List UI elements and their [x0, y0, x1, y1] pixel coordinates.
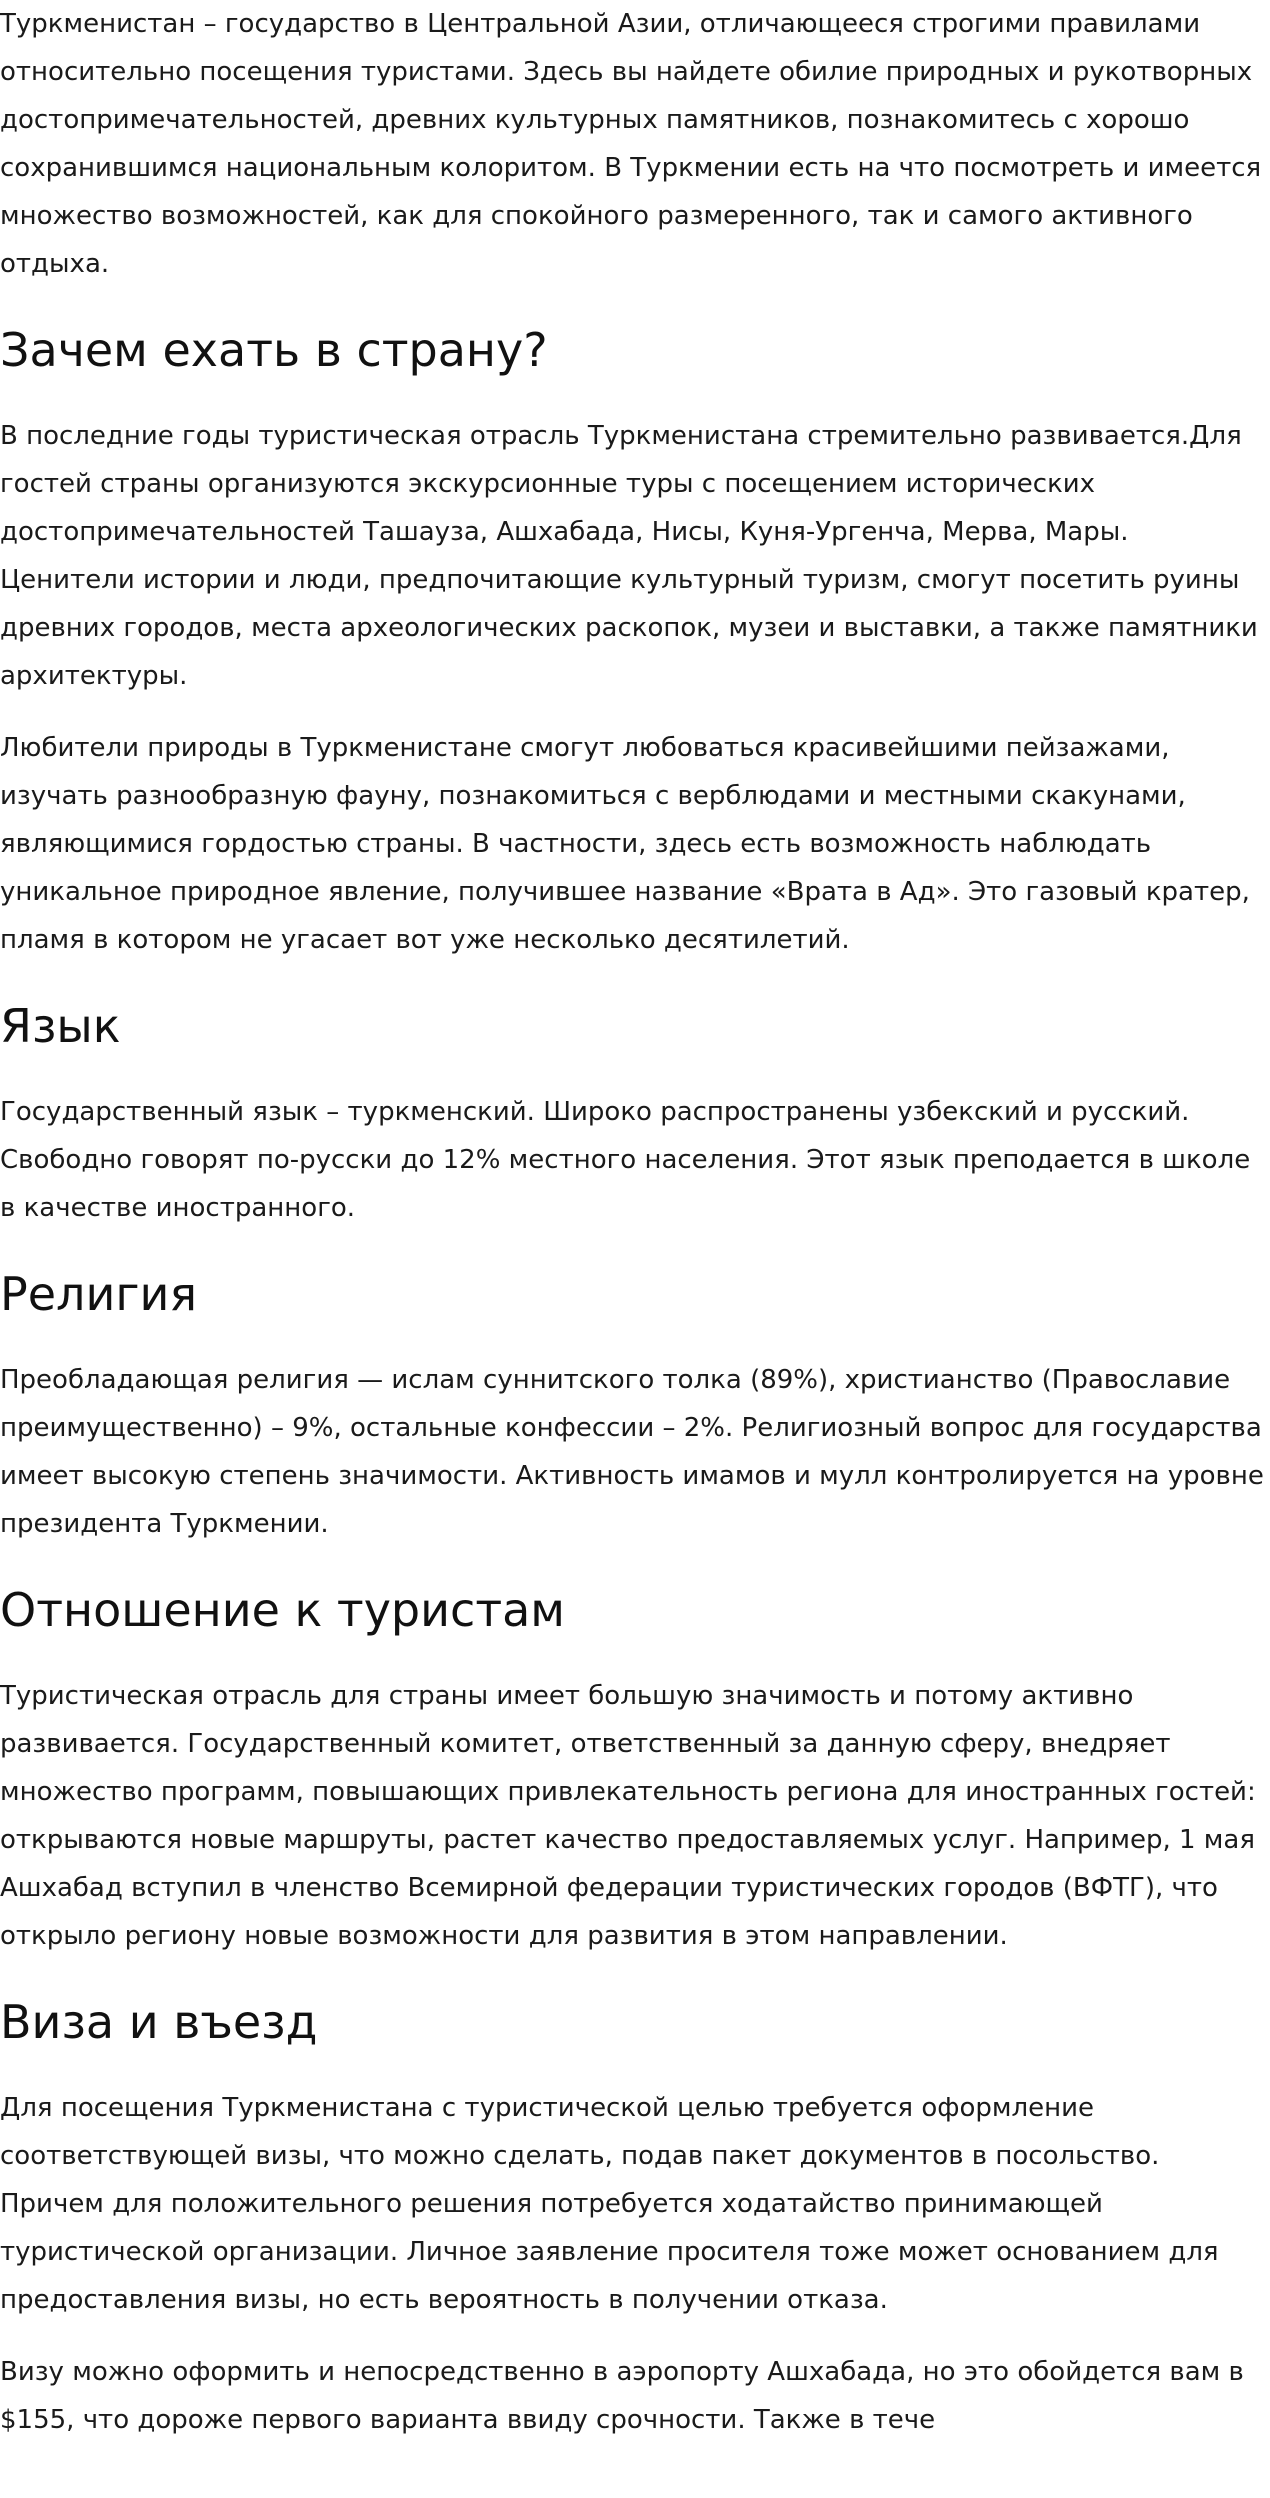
section-visa — [0, 1994, 1268, 2444]
section-paragraph: Туристическая отрасль для страны имеет большую значимость и потому активно развивается. Государственный комитет, ответственный за данную сферу, внедряет множество программ, повышающих привлекательность региона для иностранных гостей: открываются новые маршруты, растет качество предоставляемых услуг. Например, 1 мая Ашхабад вступил в членство Всемирной федерации туристических городов (ВФТГ), что открыло региону новые возможности для развития в этом направлении. — [0, 1681, 1256, 1951]
section-heading: Язык — [0, 999, 121, 1053]
section-paragraph: Любители природы в Туркменистане смогут любоваться красивейшими пейзажами, изучать разнообразную фауну, познакомиться с верблюдами и местными скакунами, являющимися гордостью страны. В частности, здесь есть возможность наблюдать уникальное природное явление, получившее название «Врата в Ад». Это газовый кратер, пламя в котором не угасает вот уже несколько десятилетий. — [0, 733, 1250, 955]
section-paragraph: В последние годы туристическая отрасль Туркменистана стремительно развивается.Для гостей страны организуются экскурсионные туры с посещением исторических достопримечательностей Ташауза, Ашхабада, Нисы, Куня-Ургенча, Мерва, Мары. Ценители истории и люди, предпочитающие культурный туризм, смогут посетить руины древних городов, места археологических раскопок, музеи и выставки, а также памятники архитектуры. — [0, 421, 1258, 691]
section-paragraph: Визу можно оформить и непосредственно в аэропорту Ашхабада, но это обойдется вам в $155, что дороже первого варианта ввиду срочности. Также в тече — [0, 2357, 1244, 2435]
section-language — [0, 998, 1268, 1232]
section-heading: Отношение к туристам — [0, 1583, 566, 1637]
section-tourists — [0, 1582, 1268, 1960]
section-why-go — [0, 322, 1268, 964]
section-paragraph: Преобладающая религия — ислам суннитского толка (89%), христианство (Православие преимущественно) – 9%, остальные конфессии – 2%. Религиозный вопрос для государства имеет высокую степень значимости. Активность имамов и мулл контролируется на уровне президента Туркмении. — [0, 1365, 1264, 1539]
section-heading: Религия — [0, 1267, 198, 1321]
section-paragraph: Государственный язык – туркменский. Широко распространены узбекский и русский. Свободно говорят по-русски до 12% местного населения. Этот язык преподается в школе в качестве иностранного. — [0, 1097, 1251, 1223]
intro-paragraph: Туркменистан – государство в Центральной Азии, отличающееся строгими правилами относительно посещения туристами. Здесь вы найдете обилие природных и рукотворных достопримечательностей, древних культурных памятников, познакомитесь с хорошо сохранившимся национальным колоритом. В Туркмении есть на что посмотреть и имеется множество возможностей, как для спокойного размеренного, так и самого активного отдыха. — [0, 9, 1262, 279]
section-heading: Зачем ехать в страну? — [0, 323, 548, 377]
section-paragraph: Для посещения Туркменистана с туристической целью требуется оформление соответствующей визы, что можно сделать, подав пакет документов в посольство. Причем для положительного решения потребуется ходатайство принимающей туристической организации. Личное заявление просителя тоже может основанием для предоставления визы, но есть вероятность в получении отказа. — [0, 2093, 1219, 2315]
section-religion — [0, 1266, 1268, 1548]
section-heading: Виза и въезд — [0, 1995, 318, 2049]
